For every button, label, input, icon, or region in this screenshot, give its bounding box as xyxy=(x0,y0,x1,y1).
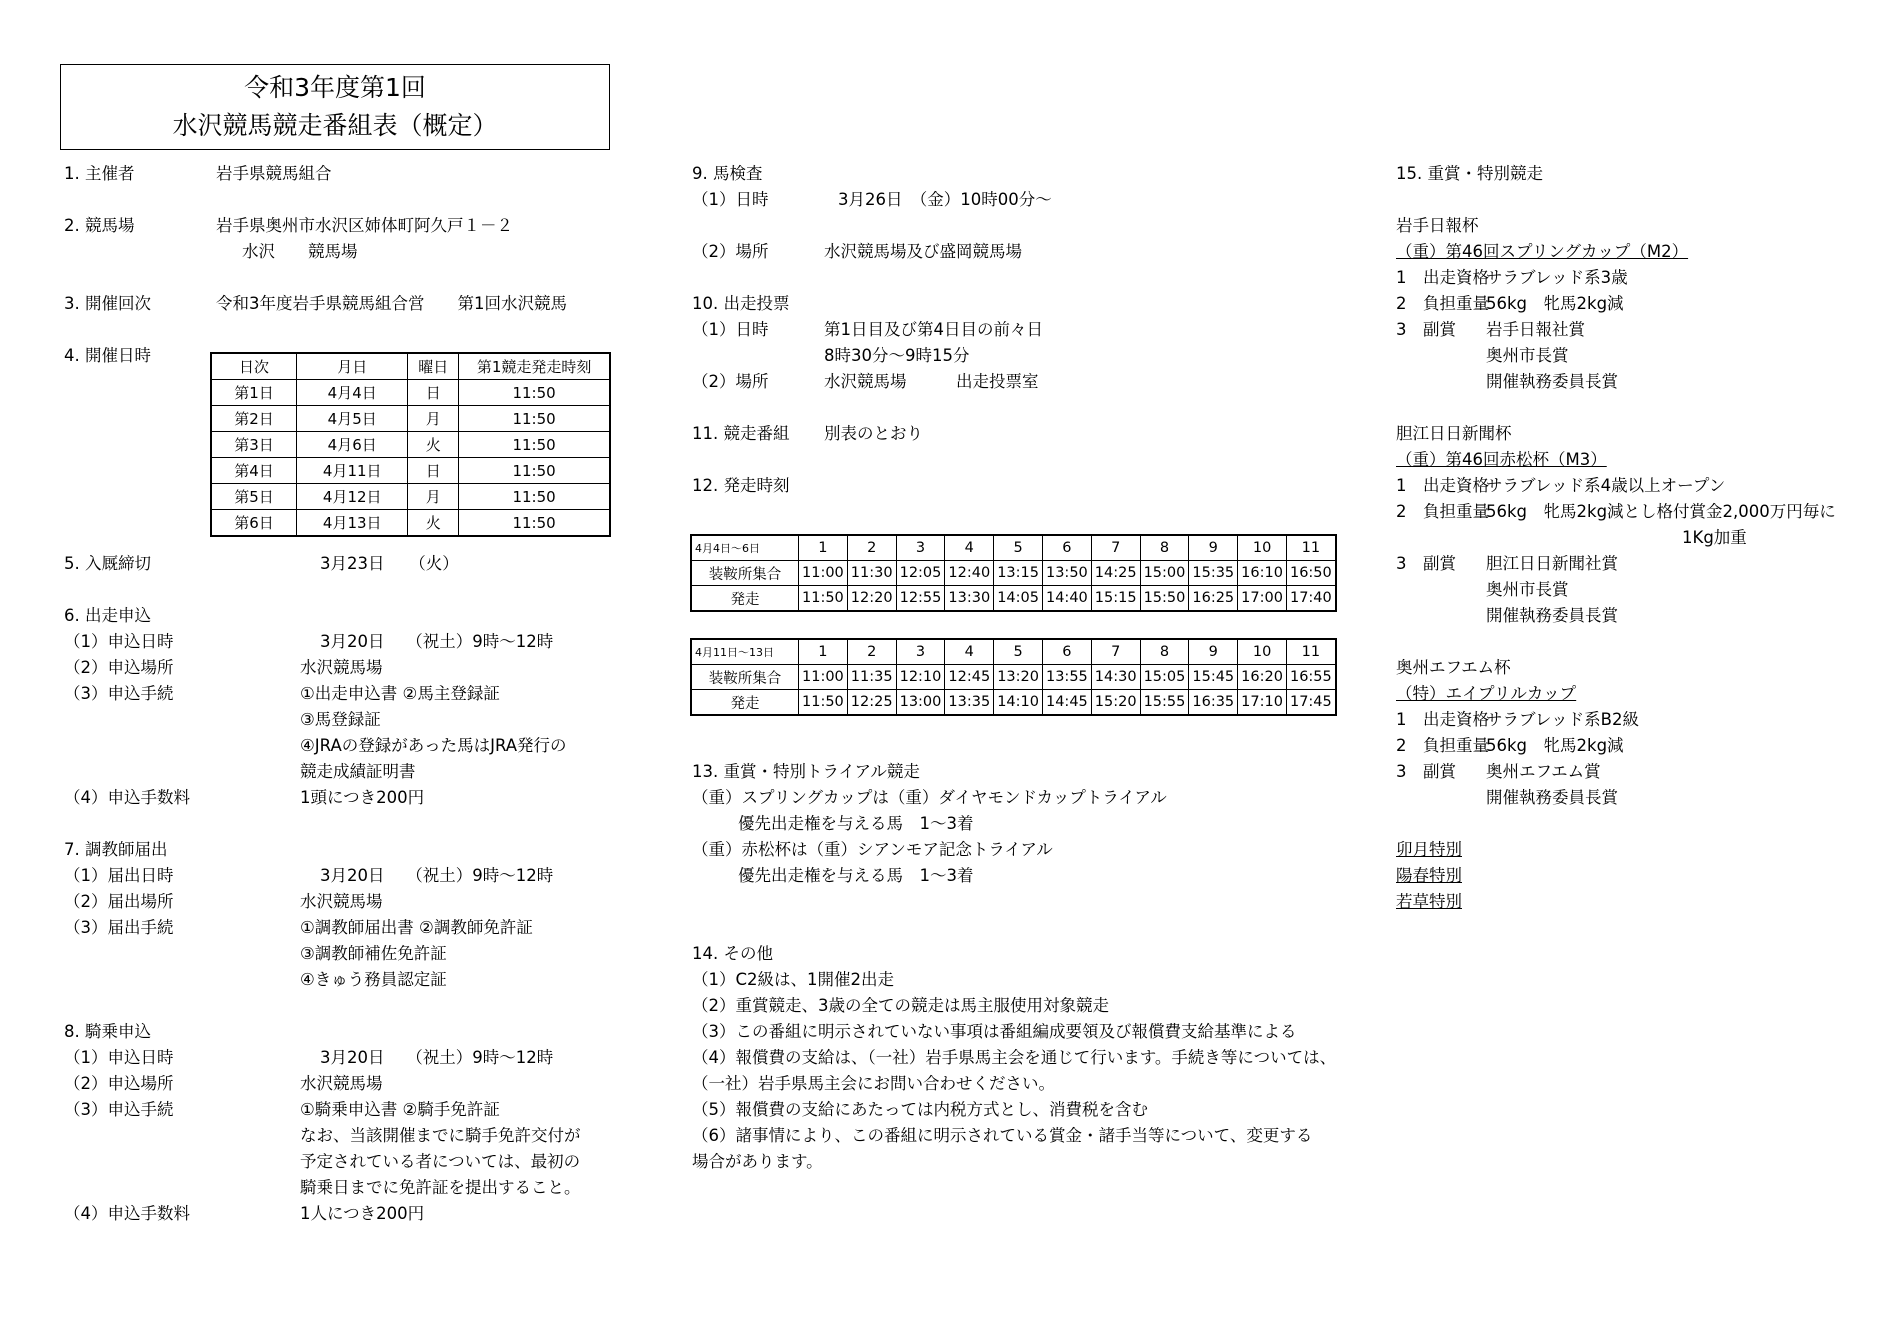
race-number-cell: 10 xyxy=(1238,535,1287,561)
right-value: 胆江日日新聞社賞 xyxy=(1486,554,1618,573)
left-value: ③馬登録証 xyxy=(300,710,381,729)
left-label: 2. 競馬場 xyxy=(64,216,135,235)
middle-label: 12. 発走時刻 xyxy=(692,476,790,495)
table-row xyxy=(211,432,610,458)
time-cell: 17:45 xyxy=(1286,690,1335,716)
left-value: 3月20日 （祝土）9時～12時 xyxy=(320,1048,554,1067)
race-number-cell: 3 xyxy=(896,639,945,665)
time-cell: 13:20 xyxy=(994,665,1043,690)
time-cell: 13:00 xyxy=(896,690,945,716)
middle-value: 優先出走権を与える馬 1～3着 xyxy=(738,814,974,833)
right-label: 岩手日報杯 xyxy=(1396,216,1479,235)
left-value: 3月20日 （祝土）9時～12時 xyxy=(320,632,554,651)
dates-cell: 4月11日 xyxy=(297,458,408,484)
right-value: 56kg 牝馬2kg減とし格付賞金2,000万円毎に xyxy=(1486,502,1836,521)
left-value: 岩手県奥州市水沢区姉体町阿久戸１－２ xyxy=(216,216,513,235)
race-number-cell: 9 xyxy=(1189,535,1238,561)
middle-label: （2）場所 xyxy=(692,372,769,391)
left-label: （2）申込場所 xyxy=(64,658,174,677)
right-value: 56kg 牝馬2kg減 xyxy=(1486,736,1624,755)
time-cell: 16:10 xyxy=(1238,561,1287,586)
dates-cell: 11:50 xyxy=(459,406,610,432)
time-cell: 16:50 xyxy=(1286,561,1335,586)
dates-cell: 11:50 xyxy=(459,510,610,537)
left-value: 競走成績証明書 xyxy=(300,762,416,781)
dates-cell: 4月4日 xyxy=(297,380,408,406)
time-cell: 15:45 xyxy=(1189,665,1238,690)
race-number-cell: 1 xyxy=(799,535,848,561)
time-cell: 13:30 xyxy=(945,586,994,612)
time-cell: 15:55 xyxy=(1140,690,1189,716)
right-label: 陽春特別 xyxy=(1396,866,1462,885)
middle-value: 水沢競馬場及び盛岡競馬場 xyxy=(824,242,1022,261)
right-label: 1 出走資格 xyxy=(1396,476,1489,495)
middle-label: 11. 競走番組 xyxy=(692,424,790,443)
time-cell: 14:05 xyxy=(994,586,1043,612)
time-cell: 11:50 xyxy=(799,586,848,612)
race-number-cell: 2 xyxy=(847,639,896,665)
right-label: 若草特別 xyxy=(1396,892,1462,911)
table-row xyxy=(211,406,610,432)
left-label: （3）申込手続 xyxy=(64,1100,174,1119)
time-cell: 11:35 xyxy=(847,665,896,690)
left-value: ①騎乗申込書 ②騎手免許証 xyxy=(300,1100,500,1119)
dates-cell: 第2日 xyxy=(211,406,297,432)
time-cell: 15:05 xyxy=(1140,665,1189,690)
table-row xyxy=(211,510,610,537)
time-cell: 11:00 xyxy=(799,561,848,586)
time-cell: 16:25 xyxy=(1189,586,1238,612)
right-value: （重）第46回スプリングカップ（M2） xyxy=(1396,242,1689,261)
middle-value: 別表のとおり xyxy=(824,424,923,443)
right-value: 奥州エフエム賞 xyxy=(1486,762,1601,781)
right-label: 3 副賞 xyxy=(1396,554,1456,573)
title-box xyxy=(60,64,610,150)
right-value: 岩手日報社賞 xyxy=(1486,320,1585,339)
dates-cell: 第4日 xyxy=(211,458,297,484)
right-label: 3 副賞 xyxy=(1396,762,1456,781)
race-number-cell: 8 xyxy=(1140,639,1189,665)
middle-label: （5）報償費の支給にあたっては内税方式とし、消費税を含む xyxy=(692,1100,1148,1119)
left-value: ④JRAの登録があった馬はJRA発行の xyxy=(300,736,567,755)
time-cell: 13:55 xyxy=(1042,665,1091,690)
dates-cell: 11:50 xyxy=(459,380,610,406)
left-value: 予定されている者については、最初の xyxy=(300,1152,581,1171)
dates-cell: 火 xyxy=(408,432,459,458)
race-number-cell: 10 xyxy=(1238,639,1287,665)
dates-cell: 4月6日 xyxy=(297,432,408,458)
middle-label: （1）C2級は、1開催2出走 xyxy=(692,970,895,989)
race-number-cell: 6 xyxy=(1042,639,1091,665)
race-number-cell: 9 xyxy=(1189,639,1238,665)
right-value: 1Kg加重 xyxy=(1682,528,1747,547)
time-cell: 11:00 xyxy=(799,665,848,690)
time-cell: 12:10 xyxy=(896,665,945,690)
left-value: ④きゅう務員認定証 xyxy=(300,970,447,989)
right-value: 開催執務委員長賞 xyxy=(1486,606,1618,625)
left-label: 7. 調教師届出 xyxy=(64,840,168,859)
right-label: 2 負担重量 xyxy=(1396,502,1489,521)
middle-label: （重）赤松杯は（重）シアンモア記念トライアル xyxy=(692,840,1053,859)
time-cell: 13:50 xyxy=(1042,561,1091,586)
middle-value: 第1日目及び第4日目の前々日 xyxy=(824,320,1043,339)
left-label: （1）届出日時 xyxy=(64,866,174,885)
left-label: （1）申込日時 xyxy=(64,1048,174,1067)
dates-cell: 11:50 xyxy=(459,484,610,510)
time-cell: 16:55 xyxy=(1286,665,1335,690)
race-number-cell: 7 xyxy=(1091,639,1140,665)
middle-value: 8時30分～9時15分 xyxy=(824,346,970,365)
dates-cell: 11:50 xyxy=(459,432,610,458)
middle-label: 場合があります。 xyxy=(692,1152,823,1171)
right-label: 1 出走資格 xyxy=(1396,710,1489,729)
time-cell: 11:30 xyxy=(847,561,896,586)
table-row xyxy=(691,586,1336,612)
left-value: 1人につき200円 xyxy=(300,1204,425,1223)
right-value: 奥州市長賞 xyxy=(1486,580,1569,599)
left-label: 1. 主催者 xyxy=(64,164,135,183)
dates-cell: 第6日 xyxy=(211,510,297,537)
left-value: 令和3年度岩手県競馬組合営 第1回水沢競馬 xyxy=(216,294,567,313)
title-line1: 令和3年度第1回 xyxy=(244,73,426,102)
right-value: 開催執務委員長賞 xyxy=(1486,788,1618,807)
left-label: （2）申込場所 xyxy=(64,1074,174,1093)
right-value: 開催執務委員長賞 xyxy=(1486,372,1618,391)
right-value: （重）第46回赤松杯（M3） xyxy=(1396,450,1607,469)
dates-table xyxy=(210,352,611,537)
dates-cell: 4月5日 xyxy=(297,406,408,432)
race-number-cell: 4 xyxy=(945,535,994,561)
middle-label: 9. 馬検査 xyxy=(692,164,763,183)
race-number-cell: 3 xyxy=(896,535,945,561)
right-label: 1 出走資格 xyxy=(1396,268,1489,287)
time-cell: 14:40 xyxy=(1042,586,1091,612)
race-number-cell: 7 xyxy=(1091,535,1140,561)
left-label: 6. 出走申込 xyxy=(64,606,151,625)
left-label: 5. 入厩締切 xyxy=(64,554,151,573)
left-value: 岩手県競馬組合 xyxy=(216,164,332,183)
left-value: 水沢競馬場 xyxy=(300,1074,383,1093)
middle-label: （2）場所 xyxy=(692,242,769,261)
table-row xyxy=(691,561,1336,586)
left-label: 4. 開催日時 xyxy=(64,346,151,365)
table-row xyxy=(211,458,610,484)
time-cell: 12:25 xyxy=(847,690,896,716)
right-label: 奥州エフエム杯 xyxy=(1396,658,1511,677)
time-cell: 12:05 xyxy=(896,561,945,586)
race-number-cell: 1 xyxy=(799,639,848,665)
dates-cell: 月 xyxy=(408,484,459,510)
time-cell: 15:20 xyxy=(1091,690,1140,716)
time-cell: 12:20 xyxy=(847,586,896,612)
middle-label: （6）諸事情により、この番組に明示されている賞金・諸手当等について、変更する xyxy=(692,1126,1313,1145)
race-number-cell: 5 xyxy=(994,639,1043,665)
left-value: 3月23日 （火） xyxy=(320,554,459,573)
left-label: （3）届出手続 xyxy=(64,918,174,937)
middle-label: （2）重賞競走、3歳の全ての競走は馬主服使用対象競走 xyxy=(692,996,1109,1015)
dates-cell: 第1日 xyxy=(211,380,297,406)
left-value: 騎乗日までに免許証を提出すること。 xyxy=(300,1178,581,1197)
time-cell: 17:10 xyxy=(1238,690,1287,716)
dates-cell: 日 xyxy=(408,458,459,484)
left-label: （4）申込手数料 xyxy=(64,788,190,807)
race-number-cell: 11 xyxy=(1286,535,1335,561)
schedule-row-label: 装鞍所集合 xyxy=(691,561,799,586)
time-cell: 13:15 xyxy=(994,561,1043,586)
race-number-cell: 2 xyxy=(847,535,896,561)
right-label: 3 副賞 xyxy=(1396,320,1456,339)
middle-label: （1）日時 xyxy=(692,320,769,339)
time-cell: 15:35 xyxy=(1189,561,1238,586)
left-label: （2）届出場所 xyxy=(64,892,174,911)
middle-label: （1）日時 xyxy=(692,190,769,209)
race-number-cell: 6 xyxy=(1042,535,1091,561)
time-cell: 12:45 xyxy=(945,665,994,690)
right-label: 2 負担重量 xyxy=(1396,736,1489,755)
schedule-period-cell: 4月4日～6日 xyxy=(691,535,799,561)
middle-label: （3）この番組に明示されていない事項は番組編成要領及び報償費支給基準による xyxy=(692,1022,1297,1041)
time-cell: 11:50 xyxy=(799,690,848,716)
right-label: 卯月特別 xyxy=(1396,840,1462,859)
time-cell: 13:35 xyxy=(945,690,994,716)
dates-cell: 4月12日 xyxy=(297,484,408,510)
middle-value: 優先出走権を与える馬 1～3着 xyxy=(738,866,974,885)
time-cell: 17:00 xyxy=(1238,586,1287,612)
right-value: 56kg 牝馬2kg減 xyxy=(1486,294,1624,313)
left-value: 3月20日 （祝土）9時～12時 xyxy=(320,866,554,885)
right-value: サラブレッド系3歳 xyxy=(1486,268,1628,287)
dates-cell: 第3日 xyxy=(211,432,297,458)
race-number-cell: 11 xyxy=(1286,639,1335,665)
dates-header-cell: 月日 xyxy=(297,353,408,380)
schedule-row-label: 発走 xyxy=(691,690,799,716)
time-cell: 12:55 xyxy=(896,586,945,612)
left-value: なお、当該開催までに騎手免許交付が xyxy=(300,1126,581,1145)
left-label: 8. 騎乗申込 xyxy=(64,1022,151,1041)
middle-label: （重）スプリングカップは（重）ダイヤモンドカップトライアル xyxy=(692,788,1167,807)
middle-label: 10. 出走投票 xyxy=(692,294,790,313)
right-label: 胆江日日新聞杯 xyxy=(1396,424,1512,443)
race-number-cell: 5 xyxy=(994,535,1043,561)
time-cell: 14:45 xyxy=(1042,690,1091,716)
dates-cell: 火 xyxy=(408,510,459,537)
table-row xyxy=(691,690,1336,716)
middle-label: （一社）岩手県馬主会にお問い合わせください。 xyxy=(692,1074,1055,1093)
dates-cell: 11:50 xyxy=(459,458,610,484)
left-value: ①調教師届出書 ②調教師免許証 xyxy=(300,918,533,937)
time-cell: 15:15 xyxy=(1091,586,1140,612)
schedule-row-label: 装鞍所集合 xyxy=(691,665,799,690)
schedule-row-label: 発走 xyxy=(691,586,799,612)
right-value: （特）エイプリルカップ xyxy=(1396,684,1577,703)
middle-label: （4）報償費の支給は、（一社）岩手県馬主会を通じて行います。手続き等については、 xyxy=(692,1048,1337,1067)
right-label: 15. 重賞・特別競走 xyxy=(1396,164,1543,183)
race-number-cell: 8 xyxy=(1140,535,1189,561)
table-row xyxy=(211,484,610,510)
time-cell: 12:40 xyxy=(945,561,994,586)
dates-header-cell: 第1競走発走時刻 xyxy=(459,353,610,380)
left-value: ①出走申込書 ②馬主登録証 xyxy=(300,684,500,703)
left-value: 水沢競馬場 xyxy=(300,658,383,677)
table-row xyxy=(211,380,610,406)
time-cell: 14:25 xyxy=(1091,561,1140,586)
right-value: サラブレッド系B2級 xyxy=(1486,710,1639,729)
dates-header-cell: 日次 xyxy=(211,353,297,380)
schedule-table xyxy=(690,638,1337,716)
left-label: （1）申込日時 xyxy=(64,632,174,651)
time-cell: 16:35 xyxy=(1189,690,1238,716)
middle-value: 3月26日 （金）10時00分～ xyxy=(838,190,1052,209)
dates-header-cell: 曜日 xyxy=(408,353,459,380)
time-cell: 17:40 xyxy=(1286,586,1335,612)
time-cell: 15:50 xyxy=(1140,586,1189,612)
table-row xyxy=(691,665,1336,690)
title-line2: 水沢競馬競走番組表（概定） xyxy=(172,111,498,140)
middle-label: 13. 重賞・特別トライアル競走 xyxy=(692,762,920,781)
schedule-table xyxy=(690,534,1337,612)
right-value: 奥州市長賞 xyxy=(1486,346,1569,365)
dates-cell: 4月13日 xyxy=(297,510,408,537)
race-number-cell: 4 xyxy=(945,639,994,665)
middle-value: 水沢競馬場 出走投票室 xyxy=(824,372,1039,391)
left-value: 水沢競馬場 xyxy=(300,892,383,911)
right-value: サラブレッド系4歳以上オープン xyxy=(1486,476,1726,495)
left-value: 水沢 競馬場 xyxy=(242,242,358,261)
time-cell: 14:30 xyxy=(1091,665,1140,690)
left-value: ③調教師補佐免許証 xyxy=(300,944,447,963)
dates-cell: 第5日 xyxy=(211,484,297,510)
right-label: 2 負担重量 xyxy=(1396,294,1489,313)
time-cell: 14:10 xyxy=(994,690,1043,716)
schedule-period-cell: 4月11日～13日 xyxy=(691,639,799,665)
time-cell: 15:00 xyxy=(1140,561,1189,586)
left-label: 3. 開催回次 xyxy=(64,294,151,313)
left-label: （3）申込手続 xyxy=(64,684,174,703)
dates-cell: 月 xyxy=(408,406,459,432)
left-value: 1頭につき200円 xyxy=(300,788,425,807)
left-label: （4）申込手数料 xyxy=(64,1204,190,1223)
time-cell: 16:20 xyxy=(1238,665,1287,690)
middle-label: 14. その他 xyxy=(692,944,773,963)
dates-cell: 日 xyxy=(408,380,459,406)
